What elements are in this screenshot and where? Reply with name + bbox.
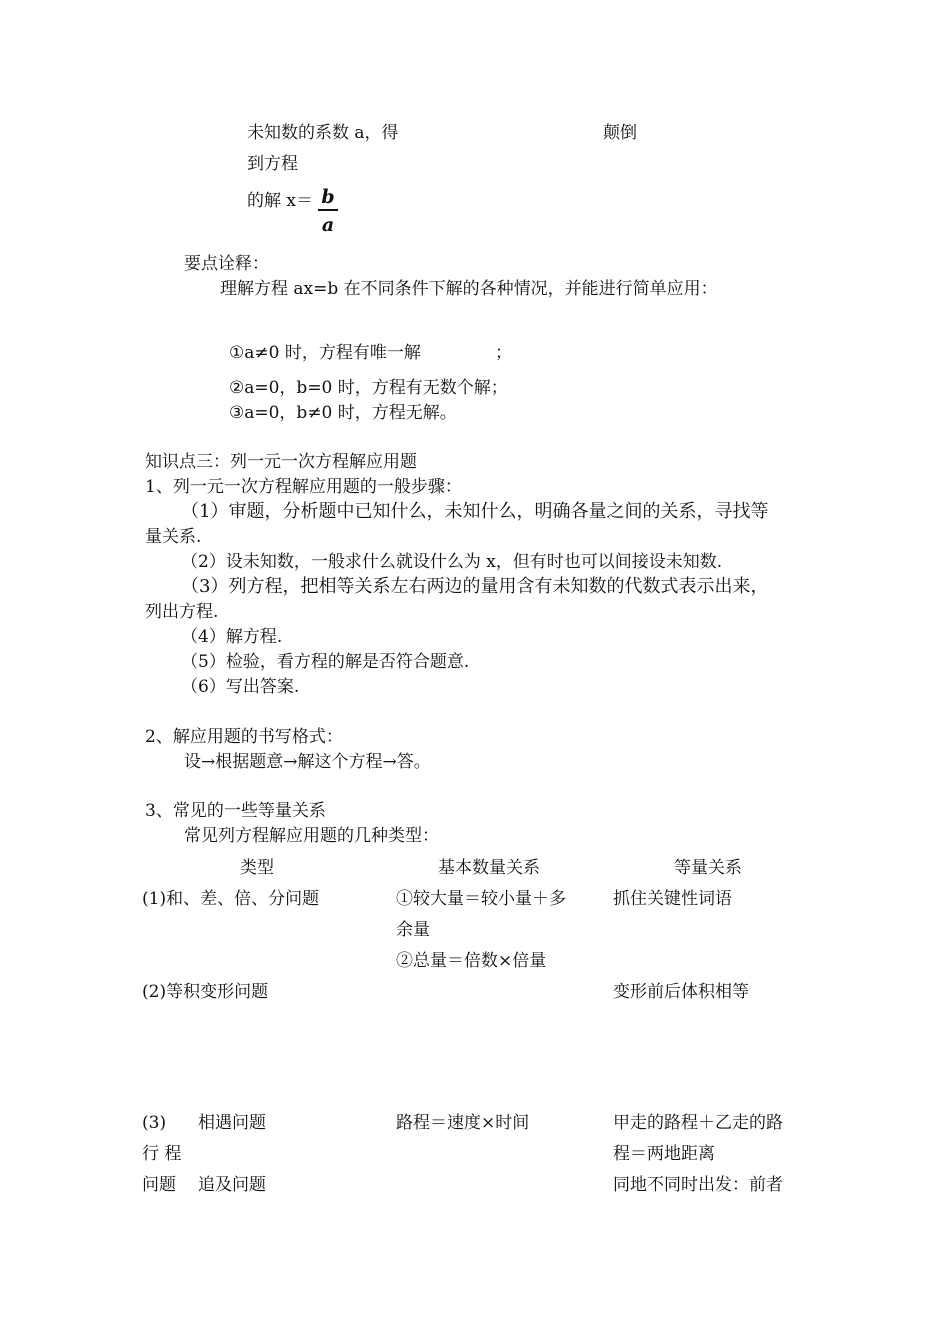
step-1b: 量关系.: [145, 527, 202, 547]
step-6: （6）写出答案.: [181, 677, 300, 697]
top-line-1-right: 颠倒: [603, 123, 637, 143]
row3-basic: 路程＝速度×时间: [396, 1113, 530, 1133]
table-header-basic: 基本数量关系: [438, 858, 540, 878]
solution-fraction: [318, 186, 338, 236]
table-header-type: 类型: [240, 858, 274, 878]
top-line-3: 的解 x＝: [247, 191, 313, 211]
row3-type-b: 行 程: [142, 1144, 182, 1164]
fraction-bar: [318, 209, 338, 211]
row1-equal: 抓住关键性词语: [613, 889, 732, 909]
section-2-title: 2、解应用题的书写格式：: [145, 727, 343, 747]
notes-intro: 理解方程 ax=b 在不同条件下解的各种情况，并能进行简单应用：: [220, 279, 718, 299]
case-2: ②a=0，b=0 时，方程有无数个解；: [229, 378, 508, 398]
section-2-body: 设→根据题意→解这个方程→答。: [184, 752, 431, 772]
row1-basic-c: ②总量＝倍数×倍量: [396, 951, 547, 971]
case-1: ①a≠0 时，方程有唯一解: [229, 343, 421, 363]
fraction-denominator: a: [321, 214, 335, 236]
row3-number: (3): [142, 1113, 167, 1133]
row3-equal-a: 甲走的路程＋乙走的路: [613, 1113, 783, 1133]
row2-type: (2)等积变形问题: [142, 982, 269, 1002]
step-1a: （1）审题，分析题中已知什么，未知什么，明确各量之间的关系，寻找等: [181, 501, 769, 522]
section-3-title: 3、常见的一些等量关系: [145, 801, 326, 821]
step-3b: 列出方程.: [145, 602, 219, 622]
row1-basic-a: ①较大量＝较小量＋多: [396, 889, 566, 909]
kp3-title: 知识点三：列一元一次方程解应用题: [145, 452, 417, 472]
row2-equal: 变形前后体积相等: [613, 982, 749, 1002]
section-3-sub: 常见列方程解应用题的几种类型：: [184, 826, 439, 846]
row3-type-c: 问题: [142, 1175, 176, 1195]
row1-basic-b: 余量: [396, 920, 430, 940]
step-4: （4）解方程.: [181, 627, 283, 647]
table-header-equal: 等量关系: [674, 858, 742, 878]
row3-equal-c: 同地不同时出发：前者: [613, 1175, 783, 1195]
case-1-tail: ；: [495, 343, 512, 363]
fraction-numerator: b: [321, 186, 335, 208]
notes-heading: 要点诠释：: [184, 254, 269, 274]
step-5: （5）检验，看方程的解是否符合题意.: [181, 652, 470, 672]
top-line-1: 未知数的系数 a，得: [247, 123, 399, 143]
top-line-2: 到方程: [247, 154, 298, 174]
section-1-title: 1、列一元一次方程解应用题的一般步骤：: [145, 477, 462, 497]
step-3a: （3）列方程，把相等关系左右两边的量用含有未知数的代数式表示出来，: [181, 576, 769, 597]
row3-sub-chase: 追及问题: [198, 1175, 266, 1195]
step-2: （2）设未知数，一般求什么就设什么为 x，但有时也可以间接设未知数.: [181, 552, 723, 572]
row1-type: (1)和、差、倍、分问题: [142, 889, 320, 909]
row3-equal-b: 程＝两地距离: [613, 1144, 715, 1164]
case-3: ③a=0，b≠0 时，方程无解。: [229, 403, 457, 423]
row3-sub-meeting: 相遇问题: [198, 1113, 266, 1133]
